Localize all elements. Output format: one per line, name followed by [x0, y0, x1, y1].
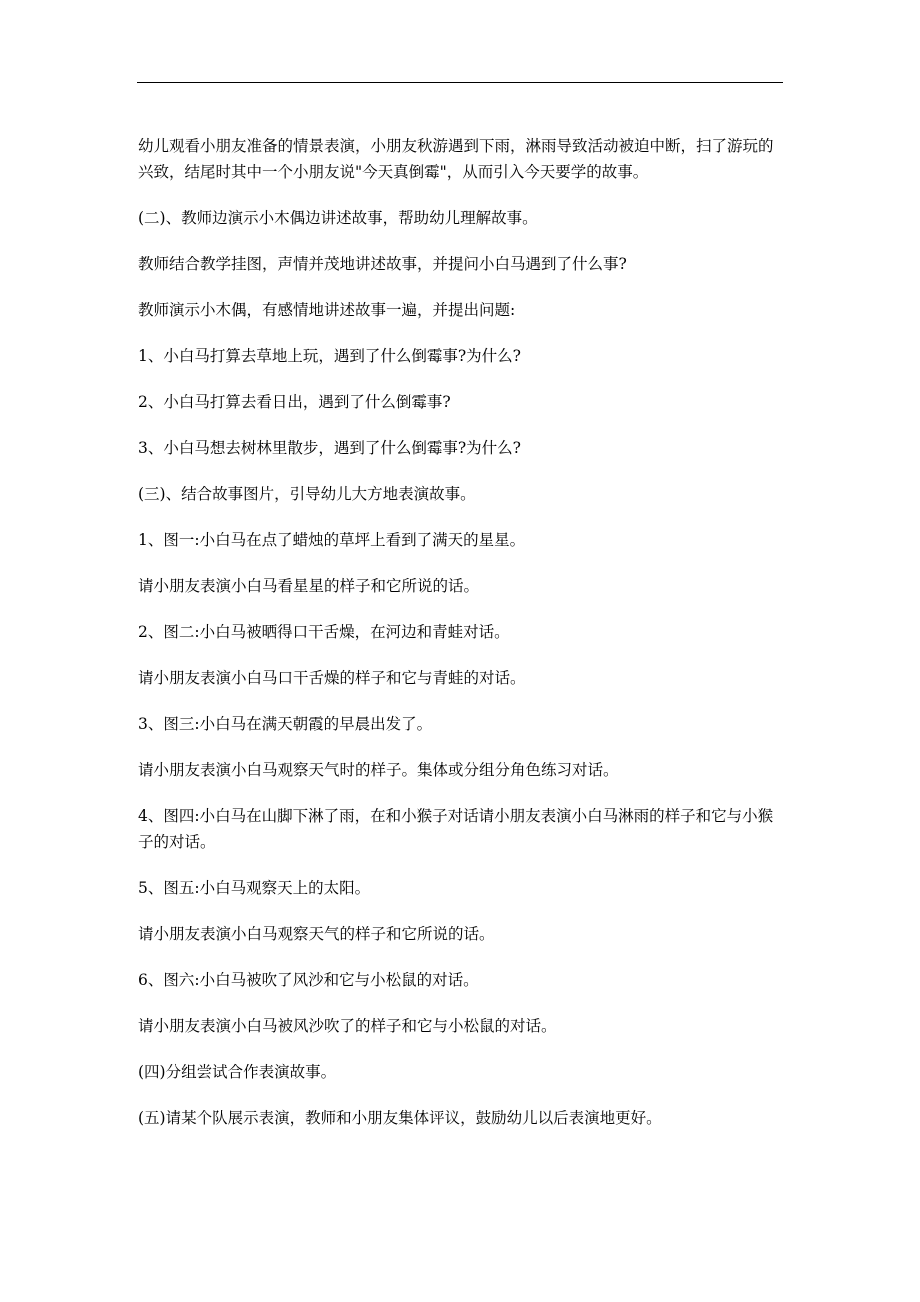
- paragraph: (五)请某个队展示表演，教师和小朋友集体评议，鼓励幼儿以后表演地更好。: [138, 1109, 662, 1127]
- paragraph: 请小朋友表演小白马观察天气时的样子。集体或分组分角色练习对话。: [138, 761, 619, 779]
- paragraph: 1、小白马打算去草地上玩，遇到了什么倒霉事?为什么?: [138, 347, 521, 365]
- paragraph: 4、图四:小白马在山脚下淋了雨，在和小猴子对话请小朋友表演小白马淋雨的样子和它与小猴子的对话。: [138, 807, 774, 851]
- paragraph: 6、图六:小白马被吹了风沙和它与小松鼠的对话。: [138, 971, 479, 989]
- paragraph: 3、图三:小白马在满天朝霞的早晨出发了。: [138, 715, 433, 733]
- paragraph: (二)、教师边演示小木偶边讲述故事，帮助幼儿理解故事。: [138, 209, 538, 227]
- paragraph: 教师演示小木偶，有感情地讲述故事一遍，并提出问题:: [138, 301, 516, 319]
- paragraph: 2、小白马打算去看日出，遇到了什么倒霉事?: [138, 393, 451, 411]
- paragraph: 教师结合教学挂图，声情并茂地讲述故事，并提问小白马遇到了什么事?: [138, 255, 627, 273]
- paragraph: 幼儿观看小朋友准备的情景表演，小朋友秋游遇到下雨，淋雨导致活动被迫中断，扫了游玩的兴致，结尾时其中一个小朋友说"今天真倒霉"，从而引入今天要学的故事。: [138, 137, 774, 181]
- paragraph: (三)、结合故事图片，引导幼儿大方地表演故事。: [138, 485, 476, 503]
- paragraph: 3、小白马想去树林里散步，遇到了什么倒霉事?为什么?: [138, 439, 521, 457]
- paragraph: 请小朋友表演小白马看星星的样子和它所说的话。: [138, 577, 480, 595]
- paragraph: 请小朋友表演小白马被风沙吹了的样子和它与小松鼠的对话。: [138, 1017, 557, 1035]
- document-body: [138, 133, 788, 1151]
- paragraph: (四)分组尝试合作表演故事。: [138, 1063, 337, 1081]
- paragraph: 请小朋友表演小白马观察天气的样子和它所说的话。: [138, 925, 495, 943]
- paragraph: 2、图二:小白马被晒得口干舌燥，在河边和青蛙对话。: [138, 623, 510, 641]
- paragraph: 请小朋友表演小白马口干舌燥的样子和它与青蛙的对话。: [138, 669, 526, 687]
- paragraph: 5、图五:小白马观察天上的太阳。: [138, 879, 371, 897]
- paragraph: 1、图一:小白马在点了蜡烛的草坪上看到了满天的星星。: [138, 531, 526, 549]
- header-rule: [137, 82, 783, 83]
